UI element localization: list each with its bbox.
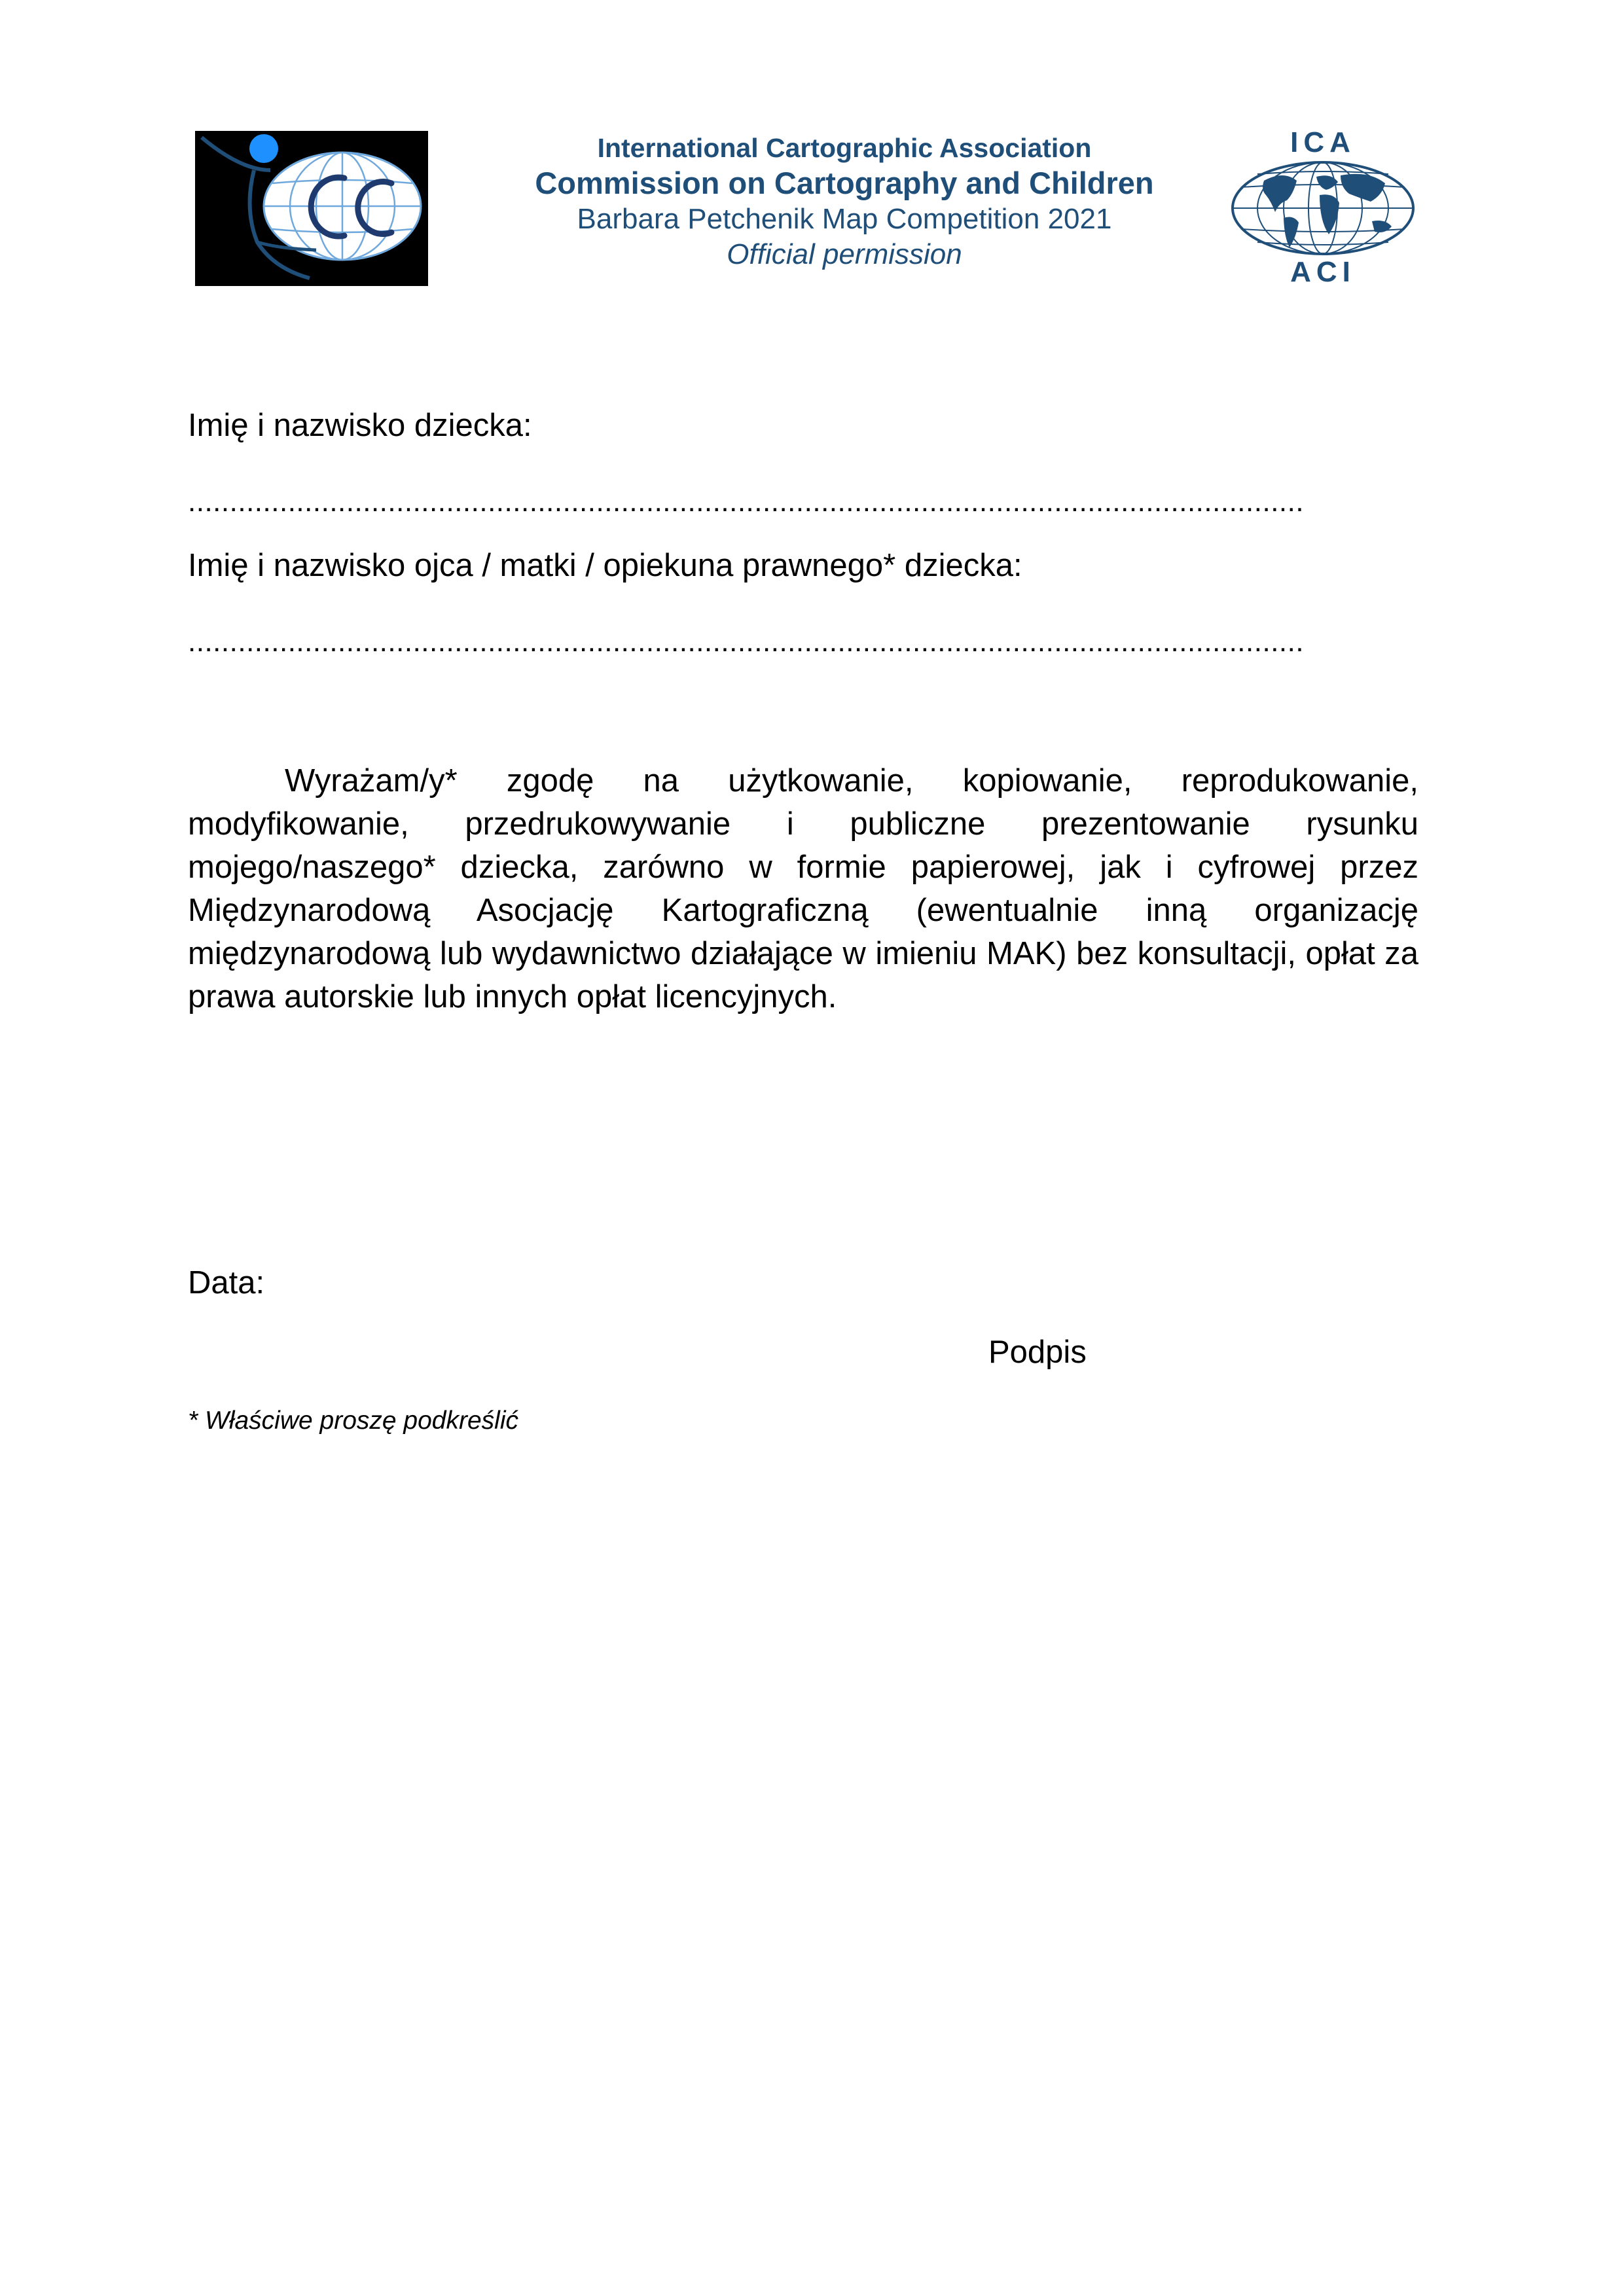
consent-statement: Wyrażam/y* zgodę na użytkowanie, kopiowanie, reprodukowanie, modyfikowanie, przedrukowywanie i publiczne prezentowanie rysunku mojego/naszego* dziecka, zarówno w formie papierowej, jak i cyfrowej przez Międzynarodową Asocjację Kartograficzną (ewentualnie inną organizację międzynarodową lub wydawnictwo działające w imieniu MAK) bez konsultacji, opłat za prawa autorskie lub innych opłat licencyjnych. (188, 763, 1418, 1014)
parent-name-field[interactable]: ...................................................................................................................................... (188, 626, 1305, 658)
ica-logo-text: ICA (1290, 130, 1356, 158)
child-name-label: Imię i nazwisko dziecka: (188, 408, 532, 443)
ica-aci-globe-logo-icon (1228, 130, 1418, 287)
document-type: Official permission (727, 238, 962, 270)
aci-logo-text: ACI (1290, 256, 1356, 287)
signature-label: Podpis (988, 1335, 1087, 1370)
date-label: Data: (188, 1265, 265, 1300)
ica-ccc-logo-icon (195, 131, 428, 286)
document-header (458, 131, 1231, 272)
footnote: * Właściwe proszę podkreślić (188, 1407, 519, 1435)
child-name-field[interactable]: ...................................................................................................................................... (188, 486, 1305, 518)
competition-name: Barbara Petchenik Map Competition 2021 (577, 203, 1112, 235)
parent-name-label: Imię i nazwisko ojca / matki / opiekuna prawnego* dziecka: (188, 548, 1022, 583)
org-name: International Cartographic Association (597, 133, 1092, 163)
commission-name: Commission on Cartography and Children (535, 166, 1154, 200)
